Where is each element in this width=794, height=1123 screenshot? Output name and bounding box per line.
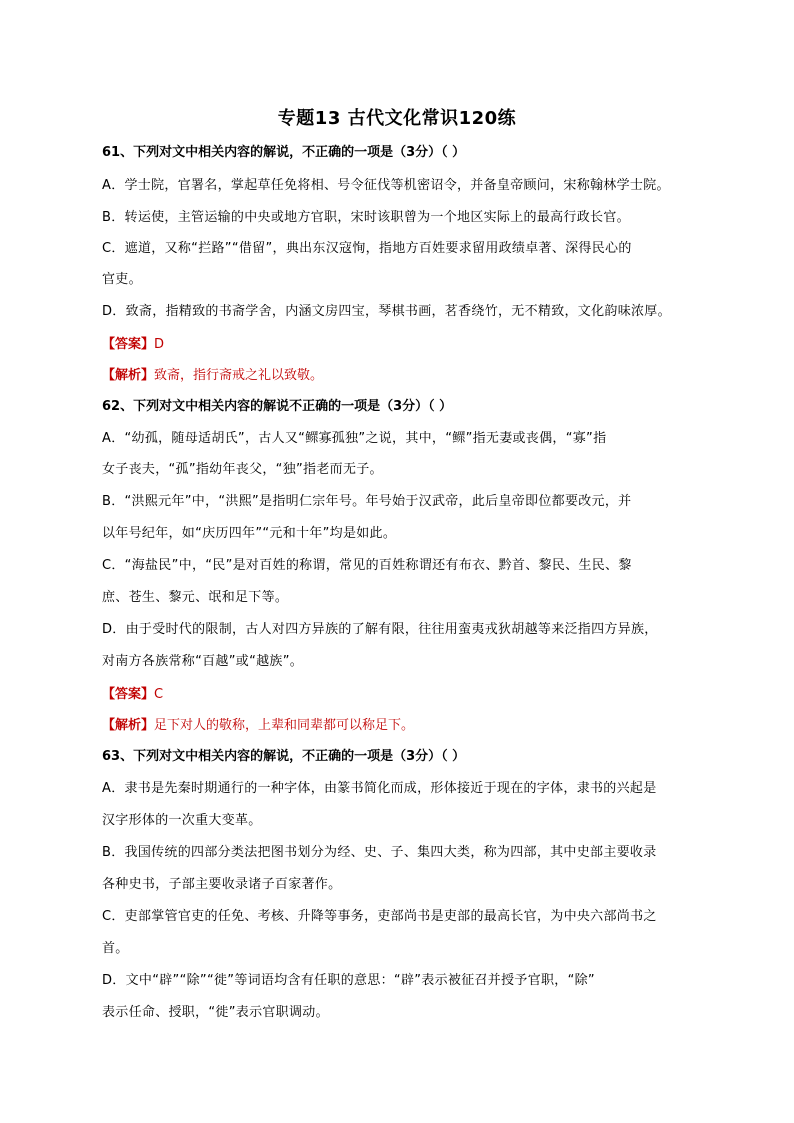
answer-value: D: [154, 337, 165, 352]
answer-label: 【答案】: [102, 337, 155, 352]
question-63-option-d-cont: 表示任命、授职，“徙”表示官职调动。: [102, 1005, 329, 1020]
question-63-option-b-cont: 各种史书，子部主要收录诸子百家著作。: [102, 877, 342, 892]
answer-value: C: [154, 687, 164, 702]
question-61-stem: 61、下列对文中相关内容的解说，不正确的一项是（3分）（ ）: [102, 145, 466, 160]
question-62-option-d-cont: 对南方各族常称“百越”或“越族”。: [102, 654, 304, 669]
question-62-analysis: [102, 718, 722, 734]
question-61-option-c-cont: 官吏。: [102, 272, 142, 287]
question-61-analysis: [102, 368, 722, 384]
answer-label: 【答案】: [102, 687, 155, 702]
question-63-option-d: D．文中“辟”“除”“徙”等词语均含有任职的意思：“辟”表示被征召并授予官职，“除”: [102, 973, 595, 988]
question-62-option-b-cont: 以年号纪年，如“庆历四年”“元和十年”均是如此。: [102, 526, 397, 541]
question-62-option-c: C．“海盐民”中，“民”是对百姓的称谓，常见的百姓称谓还有布衣、黔首、黎民、生民、黎: [102, 558, 632, 573]
question-61-option-a: A．学士院，官署名，掌起草任免将相、号令征伐等机密诏令，并备皇帝顾问，宋称翰林学士院。: [102, 178, 670, 193]
question-62-option-b: B．“洪熙元年”中，“洪熙”是指明仁宗年号。年号始于汉武帝，此后皇帝即位都要改元，并: [102, 494, 632, 509]
analysis-label: 【解析】: [102, 718, 155, 733]
analysis-text: 足下对人的敬称，上辈和同辈都可以称足下。: [154, 718, 415, 733]
question-61-option-d: D．致斋，指精致的书斋学舍，内涵文房四宝，琴棋书画，茗香绕竹，无不精致，文化韵味浓厚。: [102, 304, 671, 319]
question-63-option-b: B．我国传统的四部分类法把图书划分为经、史、子、集四大类，称为四部，其中史部主要收录: [102, 845, 657, 860]
question-62-option-a: A．“幼孤，随母适胡氏”，古人又“鳏寡孤独”之说，其中，“鳏”指无妻或丧偶，“寡”指: [102, 431, 607, 446]
question-61-answer: [102, 337, 722, 353]
analysis-text: 致斋，指行斋戒之礼以致敬。: [154, 368, 324, 383]
question-63-option-c: C．吏部掌管官吏的任免、考核、升降等事务，吏部尚书是吏部的最高长官，为中央六部尚书之: [102, 909, 657, 924]
analysis-label: 【解析】: [102, 368, 155, 383]
question-63-option-a-cont: 汉字形体的一次重大变革。: [102, 813, 262, 828]
question-62-option-a-cont: 女子丧夫，“孤”指幼年丧父，“独”指老而无子。: [102, 462, 383, 477]
question-62-answer: [102, 687, 722, 703]
question-62-option-c-cont: 庶、苍生、黎元、氓和足下等。: [102, 590, 289, 605]
question-62-option-d: D．由于受时代的限制，古人对四方异族的了解有限，往往用蛮夷戎狄胡越等来泛指四方异族，: [102, 622, 658, 637]
question-61-option-b: B．转运使，主管运输的中央或地方官职，宋时该职曾为一个地区实际上的最高行政长官。: [102, 210, 630, 225]
question-63-option-a: A．隶书是先秦时期通行的一种字体，由篆书简化而成，形体接近于现在的字体，隶书的兴起是: [102, 781, 657, 796]
question-62-stem: 62、下列对文中相关内容的解说不正确的一项是（3分）（ ）: [102, 399, 453, 414]
page-title: 专题13 古代文化常识120练: [277, 108, 517, 129]
question-63-option-c-cont: 首。: [102, 941, 129, 956]
question-63-stem: 63、下列对文中相关内容的解说，不正确的一项是（3分）（ ）: [102, 749, 466, 764]
question-61-option-c: C．遮道，又称“拦路”“借留”，典出东汉寇恂，指地方百姓要求留用政绩卓著、深得民心的: [102, 241, 632, 256]
